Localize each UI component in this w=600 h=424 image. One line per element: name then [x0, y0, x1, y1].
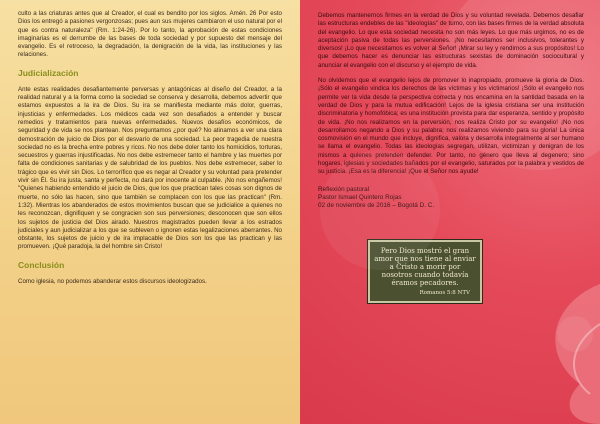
gospel-paragraph: No olvidemos que el evangelio lejos de promover lo inapropiado, promueve la gloria de Dios. ¡Sólo el evangelio vindica los derechos de las víctimas y los victimarios! ¡Sólo el evangelio nos permite ver la vida desde la perspectiva correcta y nos encamina en la santidad basada en la verdad de Dios y para la mutua edificación! Lejos de la iglesia cristiana ser una institución discriminatoria y homofóbica; es una institución provista para dar esperanza, sentido y propósito de vida. ¡No nos realizamos en la perversión, nos realiza Cristo por su evangelio! ¡No nos desarrollamos negando a Dios y su palabra; nos realizamos viviendo para su gloria! La única cosmovisión en el mundo que incluye, dignifica, valora y desarrolla integralmente al ser humano se llama el evangelio. Todas las ideologías segregan, utilizan, victimizan y denigran de los mismos a quienes pretenden defender. Por tanto, no género que lleva al degenero; sino hogares, iglesias y sociedades bañados por el evangelio, saturados por la palabra y vestidos de su justicia. ¡Esa es la diferencia! ¡Que el Señor nos ayude! [318, 77, 584, 176]
signature-date: 02 de noviembre de 2016 – Bogotá D. C. [318, 202, 435, 210]
verse-reference: Romanos 5:8 NTV [419, 290, 470, 296]
right-page [300, 0, 600, 424]
signature-block [318, 186, 584, 211]
firmness-paragraph: Debemos mantenernos firmes en la verdad de Dios y su voluntad revelada. Debemos desafiar las estructuras endebles de las "ideologías" de turno, con las bases firmes de la verdad absoluta del evangelio. Lo que esta sociedad necesita no son más leyes. Lo que más urgimos, no es de aceptación pasiva de todas las perversiones. ¡No necesitamos ser inclusivos, tolerantes y diversos! ¡Lo que necesitamos es volver al Señor! ¡Mirar su ley y rendirnos a sus propósitos! Lo que debemos hacer es denunciar las estructuras sexistas de dominación sociocultural y anunciar el evangelio con el discurso y el ejemplo de vida. [318, 12, 584, 69]
heading-conclusion: Conclusión [18, 259, 65, 270]
signature-author: Pastor Ismael Quintero Rojas [318, 193, 402, 201]
intro-paragraph: culto a las criaturas antes que al Creador, el cual es bendito por los siglos. Amén. 26 Por esto Dios los entregó a pasiones vergonzosas; pues aun sus mujeres cambiaron el uso natural por el que es contra naturaleza" (Rm. 1:24-26). Por lo tanto, la aprobación de estas condiciones imaginarias es el derrumbe de las bases de toda sociedad y por supuesto del mensaje del evangelio. Es el retroceso, la degradación, la denigración de la vida, las instituciones y las relaciones. [18, 10, 282, 59]
right-column [318, 12, 584, 211]
left-column [18, 10, 282, 286]
signature-title: Reflexión pastoral [318, 185, 370, 193]
judicializacion-paragraph: Ante estas realidades desafiantemente perversas y antagónicas al diseño del Creador, a la realidad natural y a la forma como la sociedad se conserva y desarrolla, debemos advertir que estamos expuestos a la ira de Dios. Su ira se manifiesta mediante más dolor, guerras, injusticias y enfermedades. Los médicos cada vez son desafiados a entender y buscar remedios y tratamientos para nuevas enfermedades. Nuevos desafíos económicos, de seguridad y de vida se nos plantean. Nos preguntamos ¿por qué? No atinamos a ver una clara demostración de juicio de Dios por el desvarío de una sociedad. La peor tragedia de nuestra sociedad no es la brecha entre pobres y ricos. No nos debe doler tanto los homicidios, torturas, secuestros y guerras injustificadas. No nos debe estremecer tanto el hambre y las muertes por falta de condiciones sanitarias y de salubridad de los pueblos. Nos debe estremecer, saber lo trágico que es vivir sin Dios. Lo terrorífico que es negar al Creador y su voluntad para pretender vivir sin Él. Su ira justa, santa y perfecta, no dará por inocente al culpable. ¡No nos engañemos! "Quienes habiendo entendido el juicio de Dios, que los que practican tales cosas son dignos de muerte, no sólo las hacen, sino que también se complacen con los que las practican" (Rm. 1:32). Mientras los abanderados de estos movimientos buscan que se judicialice a quienes no les reconozcan, dignifiquen y se congracien son sus perversiones; desconocen que son ellos los sujetos de justicia del Dios airado. Nuestros magistrados pueden llevar a los estrados judiciales y aun judicializar a los que se subleven o ignoren estas legalizaciones aberrantes. No obstante, los sujetos de juicio y de ira implacable de Dios son los que las practican y las promueven. ¡Qué paradoja, la del hombre sin Cristo! [18, 85, 282, 251]
heading-judicializacion: Judicialización [18, 67, 79, 78]
ribbon-decoration-icon [470, 264, 600, 424]
bible-verse-box [368, 240, 482, 303]
conclusion-paragraph: Como iglesia, no podemos abanderar estos discursos ideologizados. [18, 277, 207, 285]
verse-text: Pero Dios mostró el gran amor que nos tiene al enviar a Cristo a morir por nosotros cuando todavía éramos pecadores. [374, 247, 476, 287]
